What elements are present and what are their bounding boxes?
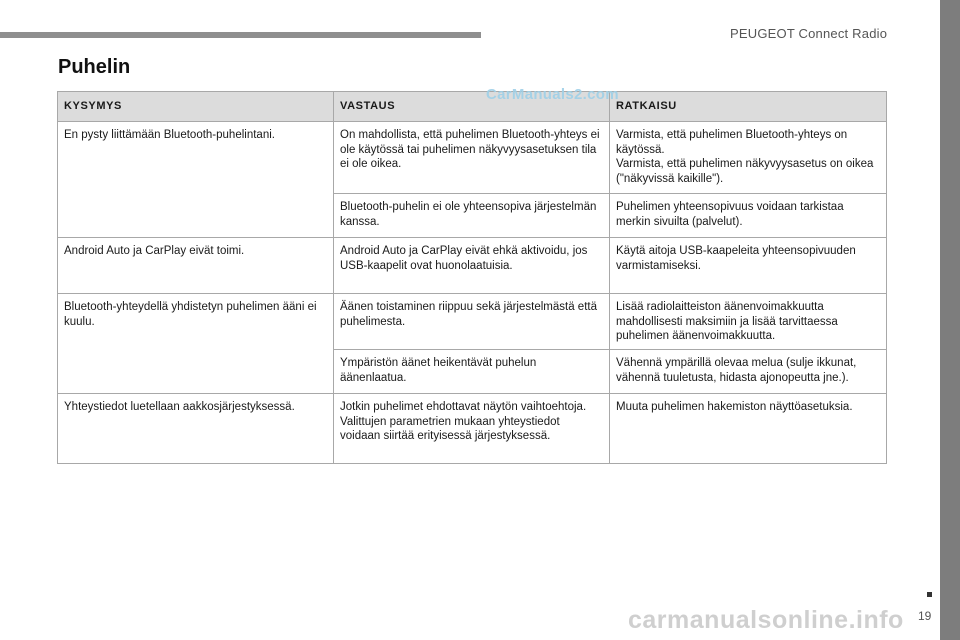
solution-cell: Puhelimen yhteensopivuus voidaan tarkistaa merkin sivuilta (palvelut).: [610, 194, 887, 238]
header-rule: [0, 32, 481, 38]
faq-table: [57, 91, 887, 464]
solution-cell: Vähennä ympärillä olevaa melua (sulje ikkunat, vähennä tuuletusta, hidasta ajonopeutta jne.).: [610, 350, 887, 394]
answer-cell: On mahdollista, että puhelimen Bluetooth-yhteys ei ole käytössä tai puhelimen näkyvyysasetuksen tila ei ole oikea.: [334, 122, 610, 194]
solution-cell: Lisää radiolaitteiston äänenvoimakkuutta mahdollisesti maksimiin ja lisää tarvittaessa puhelimen äänenvoimakkuutta.: [610, 294, 887, 350]
solution-cell: Käytä aitoja USB-kaapeleita yhteensopivuuden varmistamiseksi.: [610, 238, 887, 294]
answer-cell: Bluetooth-puhelin ei ole yhteensopiva järjestelmän kanssa.: [334, 194, 610, 238]
table-header-row: [58, 92, 887, 122]
table-row: [58, 238, 887, 294]
question-cell: En pysty liittämään Bluetooth-puhelintani.: [58, 122, 334, 238]
answer-cell: Jotkin puhelimet ehdottavat näytön vaihtoehtoja. Valittujen parametrien mukaan yhteystiedot voidaan siirtää erityisessä järjestyksessä.: [334, 394, 610, 464]
solution-cell: Muuta puhelimen hakemiston näyttöasetuksia.: [610, 394, 887, 464]
table-row: [58, 294, 887, 350]
question-cell: Yhteystiedot luetellaan aakkosjärjestyksessä.: [58, 394, 334, 464]
column-header-answer: VASTAUS: [334, 92, 610, 122]
page-number: 19: [918, 609, 932, 623]
watermark-carmanuals2: CarManuals2.com: [486, 86, 619, 103]
question-cell: Android Auto ja CarPlay eivät toimi.: [58, 238, 334, 294]
solution-cell: [610, 122, 887, 194]
column-header-solution: RATKAISU: [610, 92, 887, 122]
answer-cell: Äänen toistaminen riippuu sekä järjestelmästä että puhelimesta.: [334, 294, 610, 350]
page-title: Puhelin: [58, 56, 131, 78]
watermark-carmanualsonline: carmanualsonline.info: [628, 606, 904, 634]
solution-text: Varmista, että puhelimen Bluetooth-yhteys on käytössä. Varmista, että puhelimen näkyvyysasetus on oikea ("näkyvissä kaikille").: [616, 129, 874, 185]
question-cell: Bluetooth-yhteydellä yhdistetyn puhelimen ääni ei kuulu.: [58, 294, 334, 394]
product-name: PEUGEOT Connect Radio: [730, 26, 888, 41]
answer-cell: Android Auto ja CarPlay eivät ehkä aktivoidu, jos USB-kaapelit ovat huonolaatuisia.: [334, 238, 610, 294]
side-bar: [940, 0, 960, 640]
column-header-question: KYSYMYS: [58, 92, 334, 122]
answer-cell: Ympäristön äänet heikentävät puhelun äänenlaatua.: [334, 350, 610, 394]
table-row: [58, 394, 887, 464]
table-row: [58, 122, 887, 194]
page-marker-icon: [927, 592, 932, 597]
